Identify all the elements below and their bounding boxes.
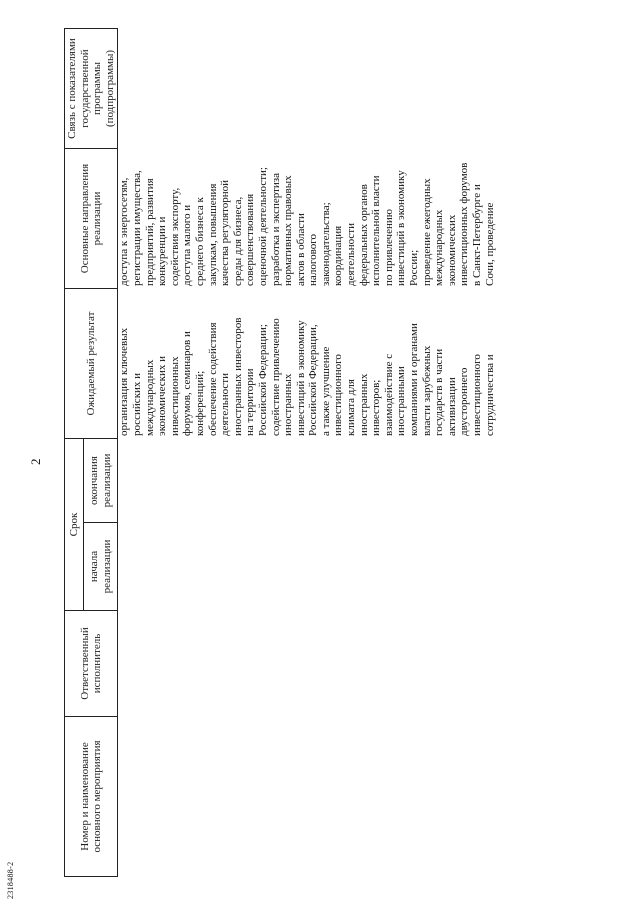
page-number: 2 <box>28 458 43 465</box>
cell-term-start <box>118 523 496 611</box>
main-directions-text: доступа к энергосетям, регистрации имущества, предприятий, развития конкуренции и содействия экспорту, доступа малого и среднего бизнеса к закупкам, повышения качества регуляторной среды для бизнеса, совершенствования оценочной деятельности; разработка и экспертиза нормативных правовых актов в области налогового законодательства; координация деятельности федеральных органов исполнительной власти по привлечению инвестиций в экономику России; проведение ежегодных международных экономических инвестиционных форумов в Санкт-Петербурге и Сочи, проведение <box>118 162 496 286</box>
header-expected-result: Ожидаемый результат <box>65 289 118 439</box>
header-executor: Ответственный исполнитель <box>65 611 118 717</box>
header-main-directions: Основные направления реализации <box>65 149 118 289</box>
table-row <box>118 29 496 877</box>
cell-link-indicators <box>118 29 496 149</box>
header-link-indicators: Связь с показателями государственной программы (подпрограммы) <box>65 29 118 149</box>
cell-expected-result <box>118 289 496 439</box>
header-term-end: окончания реализации <box>84 439 118 523</box>
cell-term-end <box>118 439 496 523</box>
header-term-start: начала реализации <box>84 523 118 611</box>
cell-number-name <box>118 717 496 877</box>
expected-result-text: организация ключевых российских и международных экономических и инвестиционных форумов, семинаров и конференций; обеспечение содействия деятельности иностранных инвесторов на территории Российской Федерации; содействие привлечению иностранных инвестиций в экономику Российской Федерации, а также улучшение инвестиционного климата для иностранных инвесторов; взаимодействие с иностранными компаниями и органами власти зарубежных государств в части активизации двустороннего инвестиционного сотрудничества и <box>118 317 496 436</box>
header-term: Срок <box>65 439 84 611</box>
program-table <box>64 28 496 877</box>
cell-executor <box>118 611 496 717</box>
header-number-name: Номер и наименование основного мероприятия <box>65 717 118 877</box>
cell-main-directions <box>118 149 496 289</box>
document-code: 2318488-2 <box>6 861 15 899</box>
